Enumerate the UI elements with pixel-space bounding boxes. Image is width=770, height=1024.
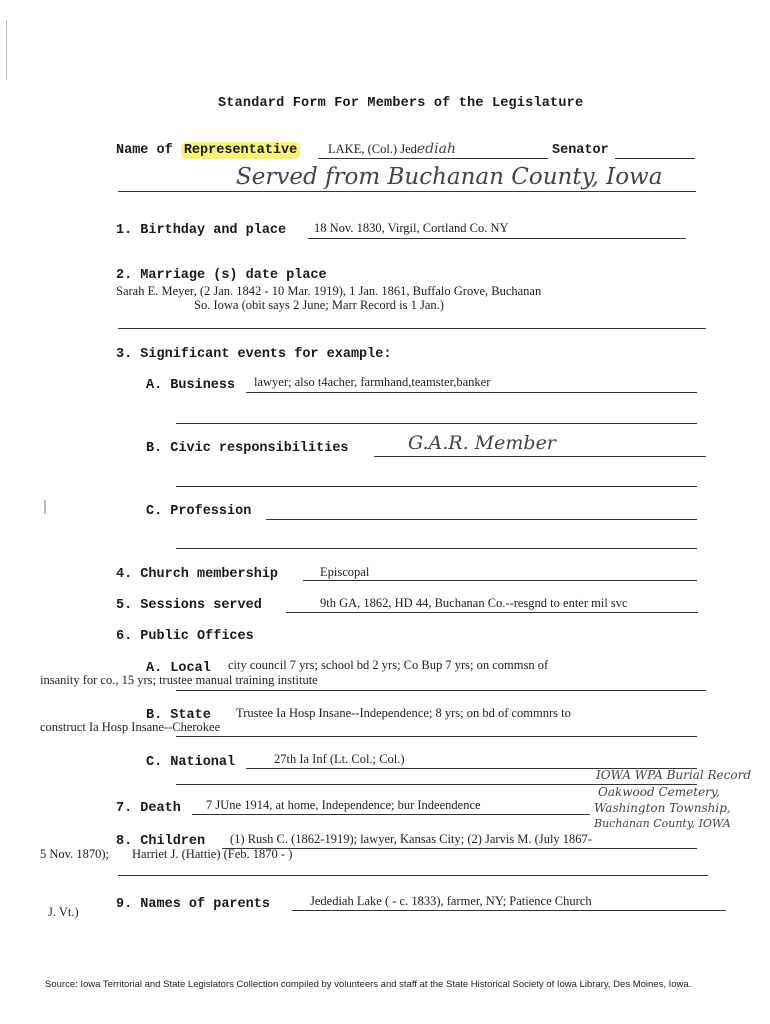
q9-underline: [292, 910, 726, 911]
scan-mark: [44, 500, 46, 514]
q7-underline: [192, 814, 590, 815]
q7-value: 7 JUne 1914, at home, Independence; bur Indeendence: [206, 798, 481, 812]
note-underline: [118, 191, 696, 192]
q6a-line2: insanity for co., 15 yrs; trustee manual training institute: [40, 673, 318, 687]
q7-label: 7. Death: [116, 801, 181, 816]
scan-mark: [6, 20, 7, 80]
q8-line2-prefix: 5 Nov. 1870);: [40, 847, 109, 861]
q8-underline-2: [118, 875, 708, 876]
q2-line2: So. Iowa (obit says 2 June; Marr Record is 1 Jan.): [194, 298, 444, 312]
q1-value: 18 Nov. 1830, Virgil, Cortland Co. NY: [314, 221, 509, 235]
q3b-underline-2: [176, 486, 697, 487]
q9-value: Jedediah Lake ( - c. 1833), farmer, NY; Patience Church: [310, 894, 592, 908]
q6a-underline: [176, 690, 706, 691]
q6b-line1: Trustee Ia Hosp Insane--Independence; 8 yrs; on bd of commnrs to: [236, 706, 571, 720]
senator-label: Senator: [552, 143, 609, 158]
q3c-underline: [266, 519, 697, 520]
name-underline: [318, 158, 548, 159]
q3c-label: C. Profession: [146, 504, 252, 519]
q7-hand-note-3: Washington Township,: [594, 801, 731, 815]
form-title: Standard Form For Members of the Legislature: [218, 96, 584, 111]
representative-highlight: Representative: [181, 142, 300, 159]
q8-label: 8. Children: [116, 834, 206, 849]
name-label: [116, 143, 300, 158]
q3b-value: G.A.R. Member: [408, 432, 556, 454]
q9-label: 9. Names of parents: [116, 897, 270, 912]
q6c-value: 27th Ia Inf (Lt. Col.; Col.): [274, 752, 405, 766]
q7-hand-note-4: Buchanan County, IOWA: [594, 817, 731, 830]
q2-underline: [118, 328, 706, 329]
q8-line2: Harriet J. (Hattie) (Feb. 1870 - ): [132, 847, 293, 861]
name-value-handwritten: ediah: [416, 141, 456, 157]
name-value-typed: LAKE, (Col.) Jed: [328, 142, 417, 156]
source-footer: Source: Iowa Territorial and State Legislators Collection compiled by volunteers and staff at the State Historical Society of Iowa Library, Des Moines, Iowa.: [45, 979, 692, 990]
q5-value: 9th GA, 1862, HD 44, Buchanan Co.--resgnd to enter mil svc: [320, 596, 628, 610]
q1-underline: [308, 238, 686, 239]
q3b-underline: [374, 456, 706, 457]
name-label-prefix: Name of: [116, 143, 173, 158]
q6a-label: A. Local: [146, 661, 211, 676]
q5-underline: [286, 612, 698, 613]
q6b-underline: [176, 736, 697, 737]
q7-hand-note-1: IOWA WPA Burial Record: [596, 768, 752, 782]
q8-underline: [222, 848, 697, 849]
q2-line1: Sarah E. Meyer, (2 Jan. 1842 - 10 Mar. 1919), 1 Jan. 1861, Buffalo Grove, Buchanan: [116, 284, 542, 298]
q7-hand-note-2: Oakwood Cemetery,: [598, 785, 720, 799]
q6a-line1: city council 7 yrs; school bd 2 yrs; Co Bup 7 yrs; on commsn of: [228, 658, 549, 672]
q6c-label: C. National: [146, 755, 236, 770]
q3a-value: lawyer; also t4acher, farmhand,teamster,banker: [254, 375, 491, 389]
q6b-line2: construct Ia Hosp Insane--Cherokee: [40, 720, 221, 734]
q3a-label: A. Business: [146, 378, 236, 393]
q4-label: 4. Church membership: [116, 567, 279, 582]
senator-underline: [615, 158, 695, 159]
q6b-label: B. State: [146, 708, 211, 723]
q3c-underline-2: [176, 548, 697, 549]
q3-label: 3. Significant events for example:: [116, 347, 392, 362]
q3a-underline-2: [176, 423, 697, 424]
q5-label: 5. Sessions served: [116, 598, 262, 613]
q2-label: 2. Marriage (s) date place: [116, 268, 327, 283]
q3b-label: B. Civic responsibilities: [146, 441, 349, 456]
name-value: [328, 141, 456, 157]
q4-value: Episcopal: [320, 565, 370, 579]
q8-line1: (1) Rush C. (1862-1919); lawyer, Kansas City; (2) Jarvis M. (July 1867-: [230, 832, 592, 846]
handwritten-served-note: Served from Buchanan County, Iowa: [236, 164, 663, 190]
q6-label: 6. Public Offices: [116, 629, 254, 644]
q1-label: 1. Birthday and place: [116, 223, 287, 238]
q9-overflow: J. Vt.): [48, 905, 79, 919]
q4-underline: [303, 580, 697, 581]
q3a-underline: [246, 392, 697, 393]
